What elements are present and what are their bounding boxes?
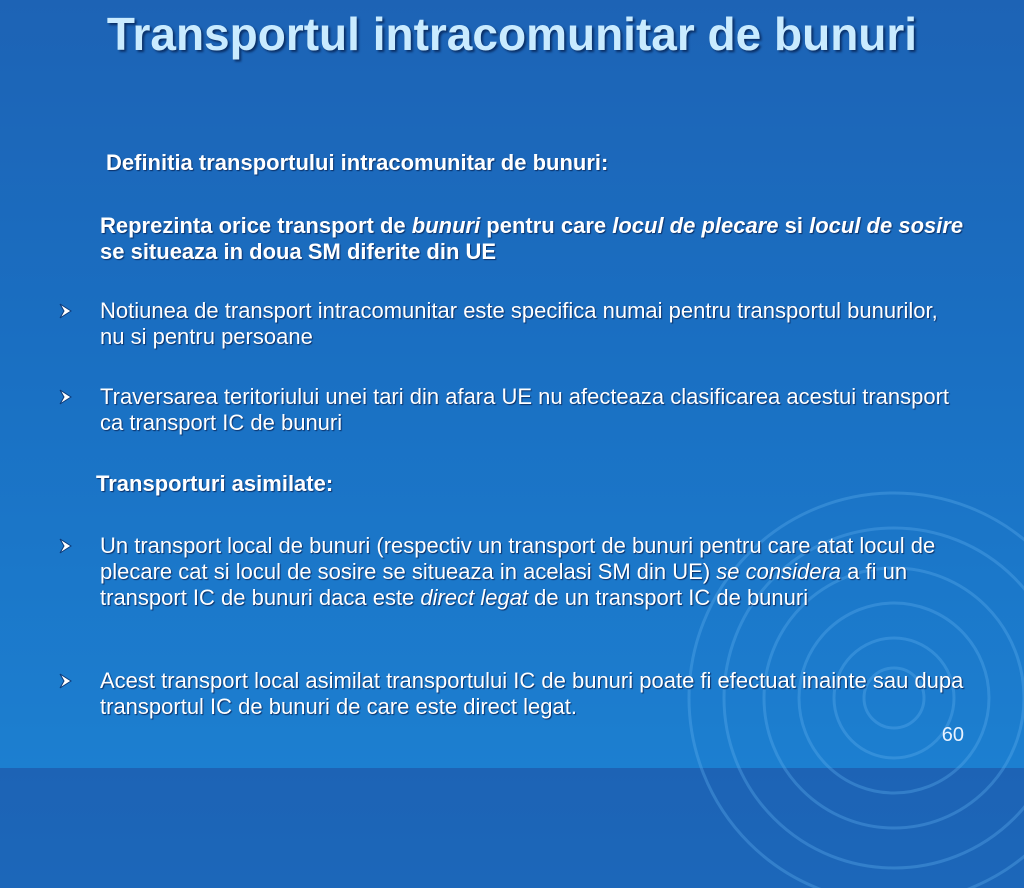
assimilated-heading: Transporturi asimilate: xyxy=(96,471,334,496)
bullet-item xyxy=(58,384,964,436)
bullet-part: Un transport local de bunuri (respectiv un transport de bunuri pentru care atat locul de plecare cat si locul de sosire se situeaza in acelasi SM din UE) xyxy=(100,533,936,584)
arrow-bullet-icon xyxy=(58,668,100,720)
definition-part: si xyxy=(778,213,810,238)
arrow-bullet-icon xyxy=(58,298,100,350)
definition-emphasis: bunuri xyxy=(411,213,481,238)
definition-part: Reprezinta orice transport de xyxy=(100,213,412,238)
page-number: 60 xyxy=(941,724,964,746)
definition-part: se situeaza in doua SM diferite din UE xyxy=(100,239,497,264)
bullet-item xyxy=(58,298,964,350)
definition-heading: Definitia transportului intracomunitar de bunuri: xyxy=(106,150,609,175)
definition-emphasis: locul de plecare xyxy=(612,213,779,238)
bullet-emphasis: direct legat xyxy=(420,585,529,610)
bullet-part: de un transport IC de bunuri xyxy=(528,585,809,610)
bullet-item xyxy=(58,533,964,611)
bullet-text: Acest transport local asimilat transportului IC de bunuri poate fi efectuat inainte sau dupa transportul IC de bunuri de care este direct legat. xyxy=(100,668,964,719)
bullet-text: Traversarea teritoriului unei tari din afara UE nu afecteaza clasificarea acestui transport ca transport IC de bunuri xyxy=(100,384,950,435)
bullet-text xyxy=(100,533,964,611)
bullet-item xyxy=(58,668,964,720)
bullet-emphasis: se considera xyxy=(716,559,842,584)
definition-emphasis: locul de sosire xyxy=(809,213,964,238)
slide-title: Transportul intracomunitar de bunuri xyxy=(106,8,918,60)
bullet-part: a fi un transport IC de bunuri daca este xyxy=(100,559,908,610)
arrow-bullet-icon xyxy=(58,384,100,436)
bullet-text: Notiunea de transport intracomunitar este specifica numai pentru transportul bunurilor, nu si pentru persoane xyxy=(100,298,938,349)
definition-text xyxy=(100,213,964,265)
definition-part: pentru care xyxy=(480,213,613,238)
arrow-bullet-icon xyxy=(58,533,100,611)
